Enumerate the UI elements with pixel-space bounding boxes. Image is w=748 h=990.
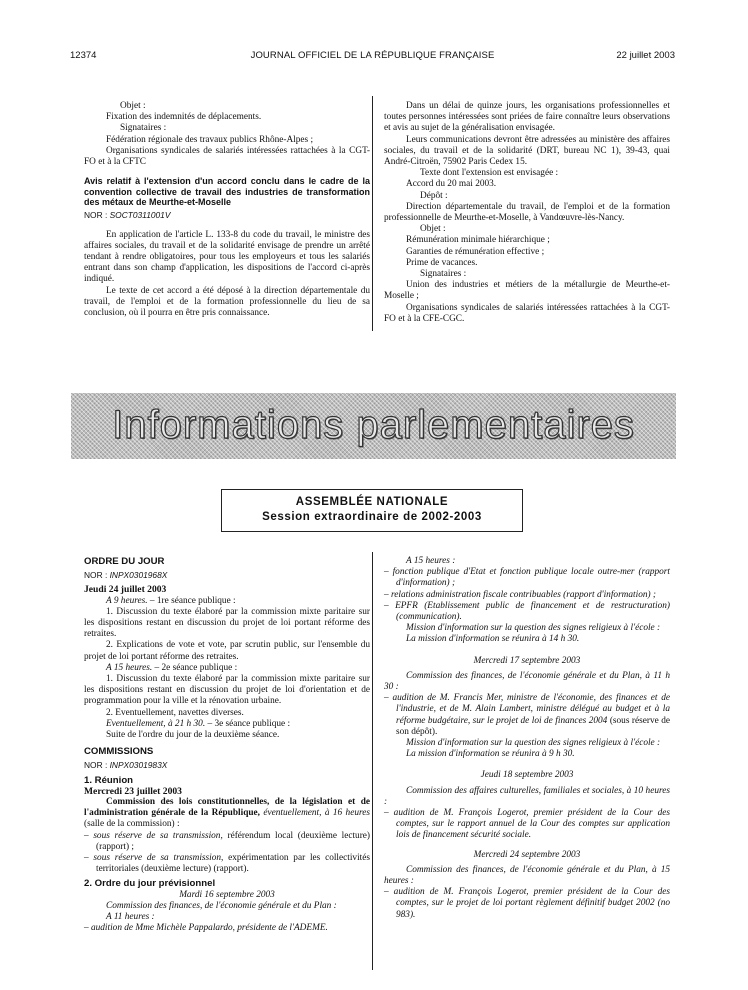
avis-paragraph-2: Le texte de cet accord a été déposé à la direction départementale du travail, de l'emploi et de la formation professionnelle du lieu de sa conclusion, où il pourra en être pris connaissance.: [84, 285, 370, 319]
jeudi-18-heading: Jeudi 18 septembre 2003: [480, 770, 574, 781]
objet-item-1: Rémunération minimale hiérarchique ;: [406, 235, 550, 246]
item-2-text: expérimentation par les collectivités territoriales (deuxième lecture) (rapport).: [96, 853, 370, 875]
delai-paragraph: Dans un délai de quinze jours, les organisations professionnelles et toutes personnes intéressées sont priées de faire connaître leurs observations et avis au sujet de la généralisation envisagée.: [384, 101, 670, 134]
nor-code-1: INPX0301968X: [109, 570, 168, 581]
mission-signes-1: Mission d'information sur la question des signes religieux à l'école :: [406, 623, 661, 634]
texte-value: Accord du 20 mai 2003.: [406, 179, 497, 190]
column-divider-bottom: [372, 552, 373, 970]
nor-code-2: INPX0301983X: [109, 760, 168, 771]
nor-label-1: NOR :: [84, 570, 108, 581]
journal-title: JOURNAL OFFICIEL DE LA RÉPUBLIQUE FRANÇAISE: [250, 50, 495, 61]
mission-signes-2-time: La mission d'information se réunira à 9 h 30.: [406, 749, 575, 760]
seance-1-time: A 9 heures.: [106, 595, 148, 606]
nor-code: SOCT0311001V: [109, 210, 171, 221]
reunion-heading: 1. Réunion: [84, 774, 134, 786]
jeudi-24-heading: Jeudi 24 juillet 2003: [84, 584, 167, 596]
assembly-box: [221, 489, 523, 532]
depot-value: Direction départementale du travail, de l'emploi et de la formation professionnelle de Meurthe-et-Moselle, à Vandœuvre-lès-Nancy.: [384, 201, 670, 224]
mission-signes-2: Mission d'information sur la question des signes religieux à l'école :: [406, 738, 661, 749]
signataire-right-1: Union des industries et métiers de la métallurgie de Meurthe-et-Moselle ;: [384, 280, 670, 302]
issue-date: 22 juillet 2003: [616, 50, 675, 61]
commission-lois-title: Commission des lois constitutionnelles, de la législation et de l'administration générale de la République,: [84, 797, 370, 819]
agenda-item-1: – fonction publique d'Etat et fonction publique locale outre-mer (rapport d'information) ;: [384, 567, 670, 589]
avis-paragraph-1: En application de l'article L. 133-8 du code du travail, le ministre des affaires sociales, du travail et de la solidarité envisage de prendre un arrêté tendant à rendre obligatoires, pour tous les employeurs et tous les salariés entrant dans son champ d'application, les dispositions de l'accord ci-après indiqué.: [84, 229, 370, 285]
seance-1-item-2: 2. Explications de vote et vote, par scrutin public, sur l'ensemble du projet de loi portant réforme des retraites.: [84, 640, 370, 662]
mission-signes-1-time: La mission d'information se réunira à 14 h 30.: [406, 634, 580, 645]
section-banner: [71, 393, 676, 459]
seance-2-line: [84, 663, 370, 674]
audition-logerot-2: – audition de M. François Logerot, premier président de la Cour des comptes, sur le projet de loi portant règlement définitif budget 2002 (no 983).: [384, 887, 670, 920]
agenda-item-2: – relations administration fiscale contribuables (rapport d'information) ;: [384, 589, 657, 600]
seance-2-label: – 2e séance publique :: [152, 662, 238, 673]
commission-finances-label: Commission des finances, de l'économie générale et du Plan :: [106, 900, 337, 911]
bottom-left-column: [84, 556, 370, 935]
nor-label: NOR :: [84, 210, 108, 221]
ordre-previsionnel-heading: 2. Ordre du jour prévisionnel: [84, 878, 216, 890]
commission-lois-item-2: [84, 853, 370, 875]
mercredi-24-heading: Mercredi 24 septembre 2003: [473, 849, 581, 860]
communications-paragraph: Leurs communications devront être adressées au ministère des affaires sociales, du travail et de la solidarité (DRT, bureau NC 1), 39-43, quai André-Citroën, 75902 Paris Cedex 15.: [384, 134, 670, 168]
commission-lois-time: éventuellement, à 16 heures: [260, 808, 370, 819]
session-title: Session extraordinaire de 2002-2003: [262, 511, 482, 523]
assembly-title: ASSEMBLÉE NATIONALE: [295, 496, 449, 508]
nor-line-2: [84, 760, 370, 771]
seance-1-line: [84, 596, 370, 607]
top-left-column: [84, 101, 370, 319]
seance-3-time: Eventuellement, à 21 h 30.: [106, 718, 206, 729]
avis-title: Avis relatif à l'extension d'un accord conclu dans le cadre de la convention collective de travail des industries de transformation des métaux de Meurthe-et-Moselle: [84, 176, 370, 208]
commission-finances-24: Commission des finances, de l'économie générale et du Plan, à 15 heures :: [384, 864, 670, 887]
nor-line: [84, 210, 370, 221]
bottom-right-column: [384, 556, 670, 921]
page-number: 12374: [70, 50, 97, 61]
a-11-heures: A 11 heures :: [106, 912, 155, 923]
objet-text: Fixation des indemnités de déplacements.: [106, 112, 262, 123]
seance-2-item-1: 1. Discussion du texte élaboré par la commission mixte paritaire sur les dispositions restant en discussion du projet de loi d'orientation et de programmation pour la ville et la rénovation urbaine.: [84, 674, 370, 707]
seance-1-item-1: 1. Discussion du texte élaboré par la commission mixte paritaire sur les dispositions restant en discussion du projet de loi portant réforme des retraites.: [84, 606, 370, 640]
seance-3-line: [84, 719, 370, 730]
audition-pappalardo: – audition de Mme Michèle Pappalardo, présidente de l'ADEME.: [84, 923, 328, 934]
seance-1-label: – 1re séance publique :: [147, 595, 236, 606]
ordre-du-jour-heading: ORDRE DU JOUR: [84, 556, 165, 567]
objet-label-right: Objet :: [420, 224, 446, 235]
audition-mer-note: (sous réserve de son dépôt).: [396, 715, 670, 737]
suite-line: Suite de l'ordre du jour de la deuxième séance.: [106, 730, 280, 741]
audition-mer-lambert: [384, 693, 670, 738]
commission-lois-paragraph: [84, 797, 370, 831]
top-right-column: [384, 101, 670, 325]
commission-lois-item-1: [84, 831, 370, 853]
audition-mer-text: – audition de M. Francis Mer, ministre de l'économie, des finances et de l'industrie, et de M. Alain Lambert, ministre délégué au budget et à la réforme budgétaire, sur le projet de loi de finances 2004: [384, 693, 670, 726]
objet-item-3: Prime de vacances.: [406, 257, 478, 268]
agenda-item-3: – EPFR (Etablissement public de financement et de restructuration) (communication).: [384, 600, 670, 623]
item-1-text: référendum local (deuxième lecture) (rapport) ;: [96, 830, 371, 852]
item-1-reserve: – sous réserve de sa transmission,: [84, 830, 223, 841]
seance-2-item-2: 2. Eventuellement, navettes diverses.: [106, 707, 244, 718]
commissions-heading: COMMISSIONS: [84, 746, 154, 758]
mercredi-17-heading: Mercredi 17 septembre 2003: [473, 655, 581, 666]
commission-lois-room: (salle de la commission) :: [84, 819, 180, 830]
page-header: [70, 50, 675, 64]
commission-finances-17: Commission des finances, de l'économie générale et du Plan, à 11 h 30 :: [384, 670, 670, 693]
mardi-16-heading: Mardi 16 septembre 2003: [179, 889, 275, 900]
column-divider: [372, 96, 373, 331]
signataire-2: Organisations syndicales de salariés intéressées rattachées à la CGT-FO et à la CFTC: [84, 145, 370, 168]
texte-label: Texte dont l'extension est envisagée :: [420, 168, 559, 179]
nor-label-2: NOR :: [84, 760, 108, 771]
commission-culturelles: Commission des affaires culturelles, familiales et sociales, à 10 heures :: [384, 785, 670, 807]
signataires-label: Signataires :: [120, 123, 167, 134]
depot-label: Dépôt :: [420, 190, 448, 201]
seance-3-label: – 3e séance publique :: [205, 718, 291, 729]
nor-line-1: [84, 570, 370, 581]
signataire-1: Fédération régionale des travaux publics Rhône-Alpes ;: [106, 134, 314, 145]
a-15-heures: A 15 heures :: [406, 556, 456, 566]
seance-2-time: A 15 heures.: [106, 662, 153, 673]
objet-item-2: Garanties de rémunération effective ;: [406, 246, 545, 257]
audition-logerot-1: – audition de M. François Logerot, premier président de la Cour des comptes, sur le rapport annuel de la Cour des comptes sur application lois de financement sécurité sociale.: [384, 808, 670, 841]
objet-label: Objet :: [120, 101, 146, 111]
item-2-reserve: – sous réserve de sa transmission,: [84, 853, 224, 864]
banner-title: Informations parlementaires: [112, 403, 635, 448]
mercredi-23-heading: Mercredi 23 juillet 2003: [84, 785, 182, 797]
signataire-right-2: Organisations syndicales de salariés intéressées rattachées à la CGT-FO et à la CFE-CGC.: [384, 302, 670, 324]
signataires-label-right: Signataires :: [420, 269, 467, 280]
